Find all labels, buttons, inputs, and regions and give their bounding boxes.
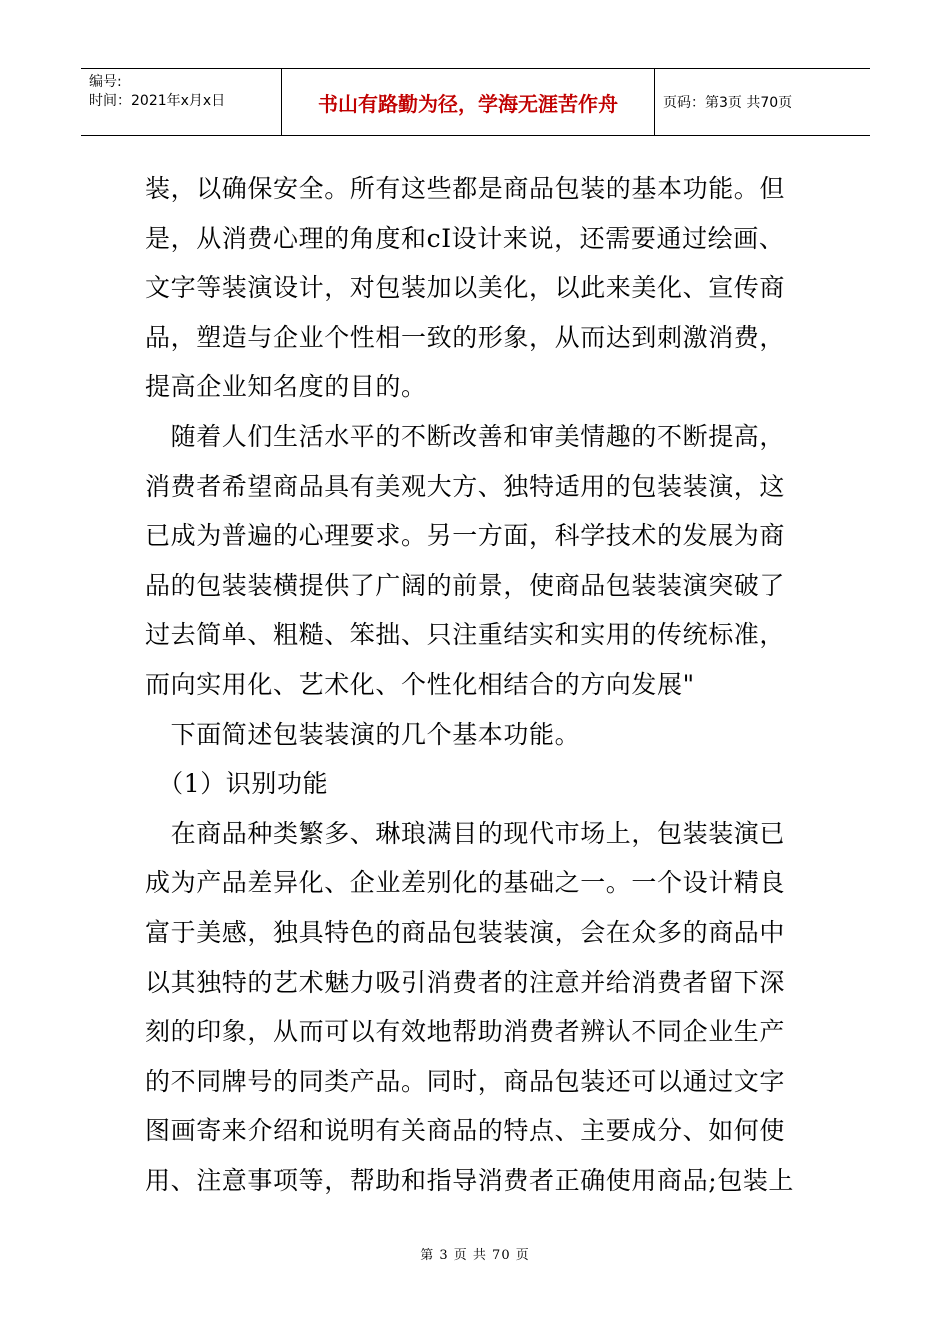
text-line: 是，从消费心理的角度和cI设计来说，还需要通过绘画、	[145, 223, 785, 253]
header-motto: 书山有路勤为径，学海无涯苦作舟	[281, 69, 655, 135]
text-line: 的不同牌号的同类产品。同时，商品包装还可以通过文字	[145, 1066, 786, 1096]
text-line: 在商品种类繁多、琳琅满目的现代市场上，包装装演已	[145, 818, 786, 848]
text-line: 图画寄来介绍和说明有关商品的特点、主要成分、如何使	[145, 1116, 786, 1146]
text-line: 用、注意事项等，帮助和指导消费者正确使用商品;包装上	[145, 1165, 795, 1195]
page-footer: 第 3 页 共 70 页	[420, 1248, 530, 1263]
text-line: 刻的印象，从而可以有效地帮助消费者辨认不同企业生产	[145, 1017, 786, 1047]
text-line: 富于美感，独具特色的商品包装装演，会在众多的商品中	[145, 917, 786, 947]
text-line: 成为产品差异化、企业差别化的基础之一。一个设计精良	[145, 868, 786, 898]
section-heading: （1）识别功能	[145, 769, 329, 799]
body-text	[145, 164, 805, 1205]
text-line: 装，以确保安全。所有这些都是商品包装的基本功能。但	[145, 174, 786, 203]
text-line: 下面简述包装装演的几个基本功能。	[145, 719, 581, 749]
text-line: 过去简单、粗糙、笨拙、只注重结实和实用的传统标准，	[145, 620, 786, 650]
text-line: 而向实用化、艺术化、个性化相结合的方向发展"	[145, 669, 695, 699]
text-line: 以其独特的艺术魅力吸引消费者的注意并给消费者留下深	[145, 967, 786, 997]
document-time-label: 时间：2021年x月x日	[89, 93, 226, 109]
text-line: 文字等装演设计，对包装加以美化，以此来美化、宣传商	[145, 273, 786, 303]
document-number-label: 编号:	[89, 74, 122, 90]
text-line: 提高企业知名度的目的。	[145, 372, 427, 402]
text-line: 品，塑造与企业个性相一致的形象，从而达到刺激消费，	[145, 322, 786, 352]
text-line: 随着人们生活水平的不断改善和审美情趣的不断提高，	[145, 421, 786, 451]
header-page-info: 页码：第3页 共70页	[663, 95, 793, 111]
page-header	[81, 68, 870, 136]
text-line: 品的包装装横提供了广阔的前景，使商品包装装演突破了	[145, 570, 786, 600]
text-line: 已成为普遍的心理要求。另一方面，科学技术的发展为商	[145, 521, 786, 551]
text-line: 消费者希望商品具有美观大方、独特适用的包装装演，这	[145, 471, 786, 501]
header-meta	[81, 69, 281, 135]
